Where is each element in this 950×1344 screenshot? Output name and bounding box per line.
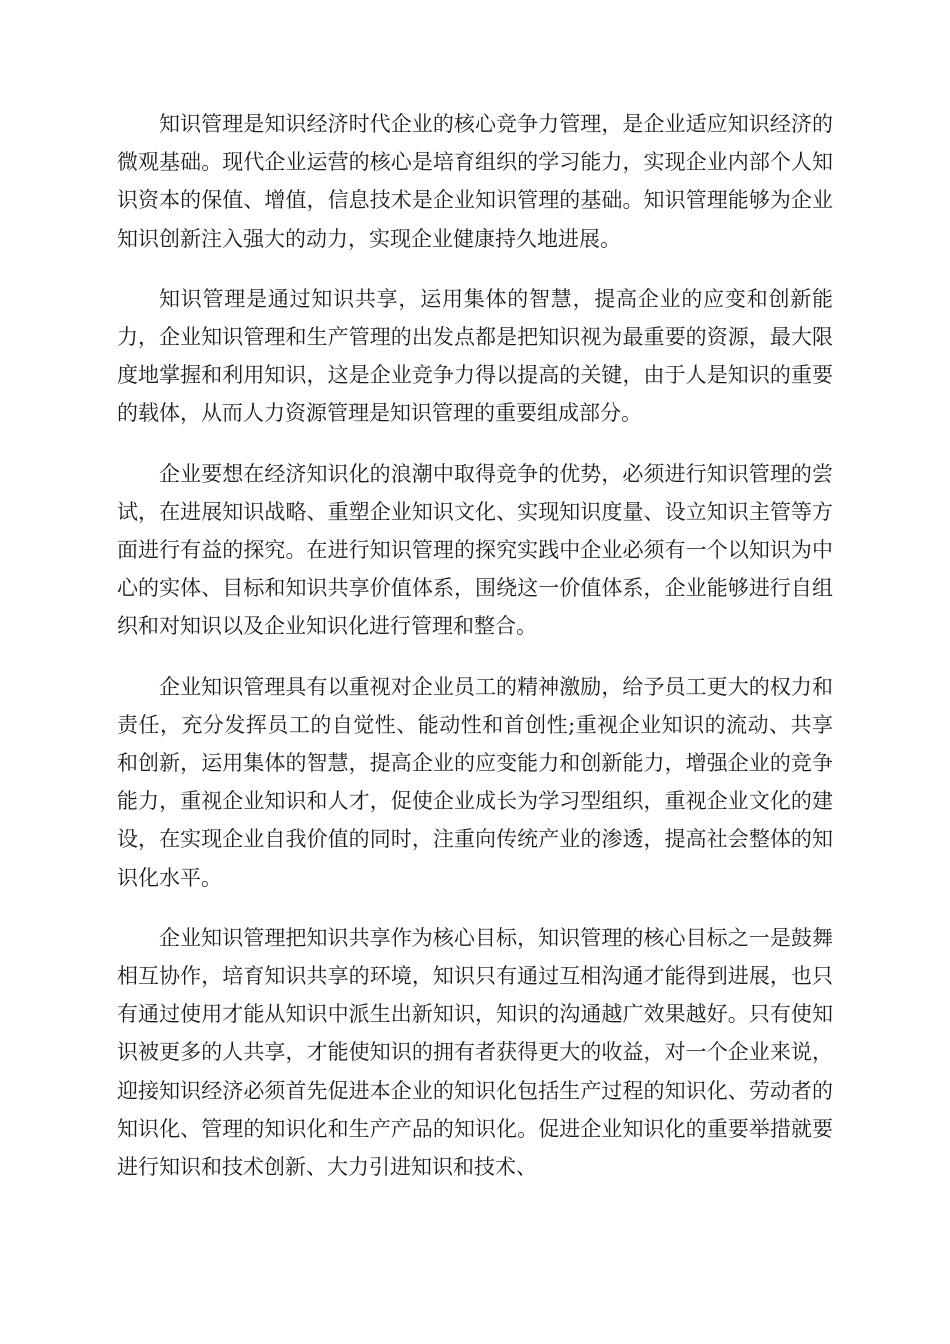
- paragraph-3: 企业要想在经济知识化的浪潮中取得竞争的优势，必须进行知识管理的尝试，在进展知识战略、重塑企业知识文化、实现知识度量、设立知识主管等方面进行有益的探究。在进行知识管理的探究实践中企业必须有一个以知识为中心的实体、目标和知识共享价值体系，围绕这一价值体系，企业能够进行自组织和对知识以及企业知识化进行管理和整合。: [117, 461, 833, 639]
- document-body: [117, 105, 833, 1186]
- paragraph-2: 知识管理是通过知识共享，运用集体的智慧，提高企业的应变和创新能力，企业知识管理和生产管理的出发点都是把知识视为最重要的资源，最大限度地掌握和利用知识，这是企业竞争力得以提高的关键，由于人是知识的重要的载体，从而人力资源管理是知识管理的重要组成部分。: [117, 286, 833, 426]
- paragraph-1: 知识管理是知识经济时代企业的核心竞争力管理，是企业适应知识经济的微观基础。现代企业运营的核心是培育组织的学习能力，实现企业内部个人知识资本的保值、增值，信息技术是企业知识管理的基础。知识管理能够为企业知识创新注入强大的动力，实现企业健康持久地进展。: [117, 112, 833, 251]
- paragraph-5: 企业知识管理把知识共享作为核心目标，知识管理的核心目标之一是鼓舞相互协作，培育知识共享的环境，知识只有通过互相沟通才能得到进展，也只有通过使用才能从知识中派生出新知识，知识的沟通越广效果越好。只有使知识被更多的人共享，才能使知识的拥有者获得更大的收益，对一个企业来说，迎接知识经济必须首先促进本企业的知识化包括生产过程的知识化、劳动者的知识化、管理的知识化和生产产品的知识化。促进企业知识化的重要举措就要进行知识和技术创新、大力引进知识和技术、: [117, 925, 833, 1180]
- paragraph-4: 企业知识管理具有以重视对企业员工的精神激励，给予员工更大的权力和责任，充分发挥员工的自觉性、能动性和首创性;重视企业知识的流动、共享和创新，运用集体的智慧，提高企业的应变能力和创新能力，增强企业的竞争能力，重视企业知识和人才，促使企业成长为学习型组织，重视企业文化的建设，在实现企业自我价值的同时，注重向传统产业的渗透，提高社会整体的知识化水平。: [117, 674, 833, 890]
